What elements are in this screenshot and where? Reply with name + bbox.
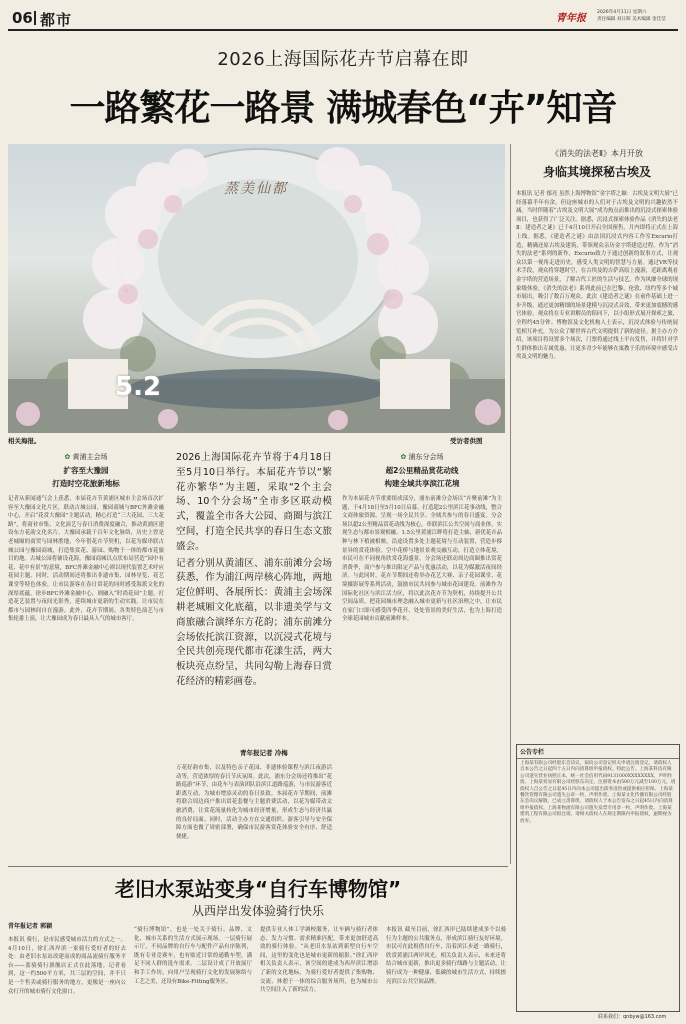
notice-body: 上海某有限公司经股东会决议，拟向公司登记机关申请注销登记，请债权人自本公告之日起四十五日内向清算组申报债权。特此公告。上海某科技有限公司遗失营业执照正本，统一社会信用代码9131000XXXXXXXX，声明作废。上海某贸易有限公司经股东决定，注册资本由500万元减至100万元，请债权人自公告之日起45日内向本公司提出债务清偿或提供相应担保。上海某餐饮管理有限公司遗失公章一枚，声明作废。上海某文化传播有限公司经股东会决议解散，已成立清算组，请债权人于本公告发布之日起45日内向清算组申报债权。上海某物流有限公司遗失发票专用章一枚，声明作废。上海某建筑工程有限公司拟注销，请相关债权人在规定期限内申报债权，逾期视为放弃。 — [520, 761, 676, 824]
second-text-4: 本报讯 截至目前，徐汇西岸已陆续建成多个以骑行为主题的公共服务点，形成滨江骑行友好环境。市民可在此租借自行车，沿着滨江步道一路骑行，欣赏黄浦江两岸风光。相关负责人表示，未来还将结合城市更新，推出更多骑行线路与主题活动，让骑行成为一种健康、低碳的城市生活方式，持续擦亮滨江公共空间品牌。 — [386, 927, 506, 985]
huangpu-tag: ✿ 黄浦主会场 — [64, 453, 108, 461]
lead-photo — [8, 144, 505, 433]
pudong-section — [342, 450, 502, 862]
lead-kicker: 2026上海国际花卉节启幕在即 — [217, 49, 469, 70]
column-divider — [510, 144, 511, 864]
header-separator — [34, 11, 36, 25]
second-headline: 老旧水泵站变身“自行车博物馆” — [114, 877, 402, 901]
side-story — [516, 148, 678, 740]
flower-icon: ✿ — [64, 453, 71, 461]
second-story-rule — [8, 866, 508, 867]
headline-quote-char: 卉 — [488, 88, 524, 129]
page-header — [0, 0, 686, 30]
photo-caption-left: 相关海报。 — [8, 437, 41, 445]
summary-paragraph-2: 记者分别从黄浦区、浦东前滩分会场获悉，作为浦江两岸核心阵地，两地定位鲜明、各展所长：黄浦主会场深耕老城厢文化底蕴，以非遗美学与文商旅融合演绎东方花韵；浦东前滩分会场依托滨江资源，以沉浸式花境与全民共创亮现代都市花漾生活，两大板块亮点纷呈，共同勾勒上海春日赏花经济的精彩画卷。 — [176, 557, 332, 687]
second-text-1: 本报讯 骑行，是市民感受城市活力的方式之一。4月10日，徐汇西岸滨一家骑行爱好者的好去处：由老旧水泵站改建而成的商品流骑行服务平台——蓝骑骑行旗舰店正式在此落地。记者看到，这一约500平方米，共三层的空间，并不只是一个售卖或骑行服务的地方，更像是一座向公众打开的城市骑行文化窗口。 — [8, 937, 126, 995]
huangpu-body: 记者从新闻通气会上获悉，本届花卉节黄浦区城市主会场首次扩容至大豫园文化片区，联动古城公园、豫园商城与BFC外滩金融中心，开启“花赏大豫园”主题活动，精心打造“三大花园、三大花路”，将商业市集、文化演艺与春日消费深度融合，推动黄浦区建设东方花韵文化名片。大豫园承载千百年文化脉络，历史上曾是老城厢的商贸与园林胜地，今年借花卉节契机，以花为媒串联古城公园与豫园商城，打造集赏花、游园、购物于一体的都市花旅目的地。古城公园将铺设花海，豫园商城以点状布局营造“园中有花、花中有景”的意境，BFC外滩金融中心则以现代装置艺术呼应花园主题。同时，活动期间还将推出非遗市集、园林导览、花艺课堂等特色体验，让市民游客在春日赏花的同时感受海派文化的深厚底蕴。徐步BFC外滩金融中心，则融入“时尚花园”主题，打造花艺装置与夜间光影秀，延续城市更新的生动实践，让市民在都市与园林间自在漫游。此外，花卉节期间，各类特色演艺与市集轮番上演，让大豫园成为春日最具人气的城市客厅。 — [8, 496, 164, 623]
photo-number: 5.2 — [115, 372, 162, 402]
second-reporter: 青年报记者 郭颖 — [8, 923, 53, 930]
lead-continuation: 万花好韵市集，以及特色亲子花园、非遗体验课程与滨江夜游活动等，营造浓厚的春日节庆氛围。此次，浦东分会场还将推出“花路巡游”环节，由花车与表演团队沿滨江道路巡游，与市民游客近距离互动，为城市增添灵动的春日景致。本届花卉节期间，前滩将联合周边商户推出赏花套餐与主题消费活动，以花为媒带动文旅消费，让赏花流量转化为城市经济增量，形成生态与经济共赢的良好局面。同时，活动主办方在交通组织、游客引导与安全保障方面也做了周密部署，确保市民游客赏花体验安全有序、舒适便捷。 — [176, 765, 332, 840]
summary-paragraph: 2026上海国际花卉节将于4月18日至5月10日举行。本届花卉节以“繁花亦繁华”为主题，采取“2个主会场、10个分会场”全市多区联动模式，覆盖全市各大公园、商圈与滨江空间，打造全民共享的春日生态文旅盛会。 — [176, 452, 332, 552]
side-kicker: 《消失的法老Ⅱ》本月开放 — [551, 149, 643, 158]
huangpu-title-2: 打造时空花旅新地标 — [52, 479, 120, 488]
photo-caption-right: 受访者供图 — [450, 437, 483, 445]
second-subhead: 从西岸出发体验骑行快乐 — [191, 904, 324, 918]
pudong-title-1: 超2公里精品赏花动线 — [385, 466, 459, 475]
headline-part1: 一路繁花一路景 满城春色“ — [69, 88, 489, 129]
page-number: 06 — [12, 9, 33, 27]
header-rule — [8, 29, 678, 31]
date-line: 2026年4月11日 星期六 — [597, 10, 647, 15]
huangpu-section — [8, 450, 164, 862]
second-col-1 — [8, 921, 126, 1021]
side-headline: 身临其境探秘古埃及 — [542, 165, 651, 179]
second-text-3: 提供专业人体工学调校服务，让车辆与骑行者体态、发力习惯、需求精准匹配，带来更加舒适高效的骑行体验。“从老旧水泵站到新型自行车空间，这里的变化也是城市更新的缩影。”徐汇西岸相关负责人表示，该空间的建成为西岸滨江增添了新的文化地标，为骑行爱好者提供了集购物、交流、休憩于一体的综合服务场所，也为城市公共空间注入了新的活力。 — [260, 927, 378, 994]
headline-part2: ”知音 — [523, 88, 617, 129]
side-body: 本报讯 记者 郁亮 虽然上海博物馆“金字塔之巅：古埃及文明大展”已经落幕半年有余，但这座城市的人们对于古埃及文明的兴趣依然不减。当时伴随着“古埃及文明大展”成为热点而推出的沉浸式探索体验项目，也获得了广泛关注。据悉，沉浸式探索体验作品《消失的法老Ⅱ：建造者之谜》已于4月10日开启全国预售，月内即将正式在上海上线。据悉，《建造者之谜》由法国沉浸式内容工作室Excurio打造，精确还原古埃及建筑，带领观众亲历金字塔建造过程。作为“消失的法老”系列的新作，Excurio致力于通过创新的叙事方式，让观众以第一视角走进历史，感受人类文明的智慧与力量。通过VR等技术手段，观众将穿越时空，在古埃及的吉萨高原上漫游，近距离观看金字塔的营造场景，了解古代工匠的生活与技艺。作为风靡全球的现象级体验，《消失的法老》系列此前已在巴黎、伦敦、纽约等多个城市展出，吸引了数百万观众。此次《建造者之谜》在前作基础上进一步升级，通过更加精细的场景建模与沉浸式音效，带来更加震撼的感官体验。观众将在专业讲解员的陪同下，以小组形式展开探索之旅，全程约45分钟。博物馆及文化机构人士表示，沉浸式体验与传统展览相互补充，为公众了解世界古代文明提供了新的途径。据主办方介绍，该项目将设置多个场次，门票将通过线上平台发售，并将针对学生群体推出专属优惠，让更多青少年能够在寓教于乐的环境中感受古埃及文明的魅力。 — [516, 191, 678, 361]
pudong-body: 作为本届花卉节重要组成部分，浦东前滩分会场以“卉聚前滩”为主题，于4月18日至5月10日启幕，打造超2公里滨江花事动线，整合文商体旅资源，呈现一场全民共享、全域共参与的春日盛宴。分会场以超2公里精品赏花动线为核心，串联滨江公共空间与商业体，实现生态与都市景观相融。1.5公里黄浦江畔将打造主轴，新优花卉品种与林下植被相映，沿途设置多处主题花境与互动装置，营造步移景异的赏花体验。空中花桥与地景景观交融互动，打造立体花境，市民可在不同视角欣赏花海盛景。分会场还联动周边商圈推出赏花消费季，商户参与推出限定产品与优惠活动，以花为媒激活夜间经济。与此同时，花卉节期间还将举办花艺大赛、亲子花园课堂、花境摄影展等系列活动，鼓励市民共同参与城市花园建设。前滩作为国际化社区与滨江活力区，将以此次花卉节为契机，持续提升公共空间品质，把花园城市理念融入城市更新与社区治理之中，让市民在家门口即可感受四季花开、处处皆景的美好生活，也为上海打造全球花园城市贡献前滩样本。 — [342, 496, 502, 623]
second-text-2: “骑行博物馆”，也是一处关于骑行、品牌、文化、城市关系的生活方式展示现场。一层骑行展示厅，不同品牌的自行车与配件产品有序陈列，既有专业竞赛车，也有贴近日常的通勤车型，满足不同人群的选车需求。二层设计成了开放展厅和手工作坊，向用户呈现骑行文化的发展脉络与工艺之美，还设有Bike-Fitting服务区。 — [134, 927, 252, 985]
pudong-tag: ✿ 浦东分会场 — [400, 453, 444, 461]
newspaper-logo: 青年报 — [556, 13, 586, 24]
notice-title: 公告专栏 — [517, 745, 679, 759]
lead-headline — [0, 80, 686, 131]
lead-summary — [176, 451, 332, 759]
section-name: 都市 — [40, 11, 73, 29]
photo-title-text: 蒸美仙都 — [224, 181, 288, 197]
editor-line: 责任编辑 刘日晖 美术编辑 金佳莹 — [597, 17, 666, 22]
contact-line: 联系我们：qnbyw@163.com — [598, 1014, 667, 1020]
pudong-title-2: 构建全域共享滨江花境 — [384, 479, 460, 488]
flower-icon-2: ✿ — [400, 453, 407, 461]
reporter-line: 青年报记者 冷梅 — [240, 749, 288, 757]
notice-box — [516, 744, 680, 1012]
huangpu-title-1: 扩容至大豫园 — [63, 466, 109, 475]
